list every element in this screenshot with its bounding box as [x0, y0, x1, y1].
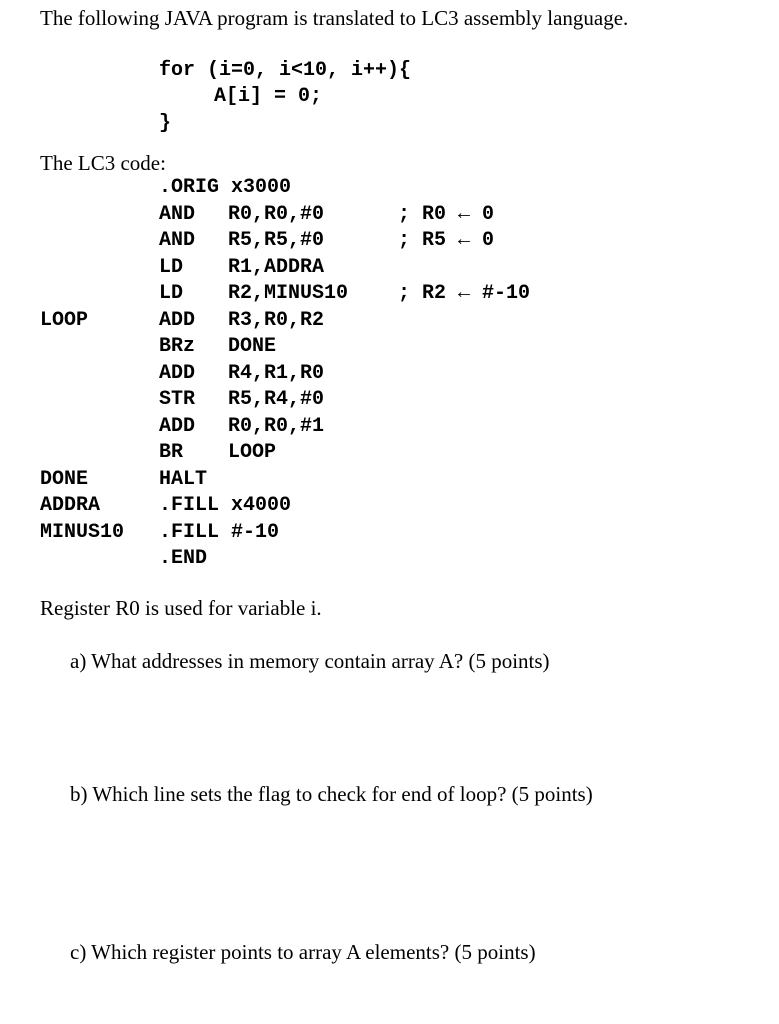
code-opcode: HALT — [159, 467, 208, 491]
java-line-1: for (i=0, i<10, i++){ — [159, 59, 412, 82]
question-c: c) Which register points to array A elements? (5 points) — [70, 940, 536, 964]
code-opcode: BR — [159, 441, 184, 464]
code-operands: R5,R5,#0 — [228, 229, 325, 252]
code-opcode: BRz — [159, 335, 196, 358]
code-opcode: ADD — [159, 414, 196, 438]
code-opcode: .ORIG x3000 — [159, 176, 292, 199]
code-operands: LOOP — [228, 441, 277, 464]
code-operands: R1,ADDRA — [228, 255, 325, 279]
code-operands: R5,R4,#0 — [228, 388, 325, 411]
code-opcode: ADD — [159, 361, 196, 385]
code-label: LOOP — [40, 308, 89, 332]
code-comment: ; R0 ← 0 — [398, 202, 495, 226]
java-line-2: A[i] = 0; — [214, 85, 323, 108]
code-operands: R3,R0,R2 — [228, 308, 325, 332]
question-b: b) Which line sets the flag to check for end of loop? (5 points) — [70, 782, 593, 806]
code-opcode: .FILL #-10 — [159, 520, 280, 544]
code-label: ADDRA — [40, 494, 101, 517]
lc3-heading: The LC3 code: — [40, 151, 166, 175]
java-line-3: } — [159, 112, 172, 135]
intro-text: The following JAVA program is translated to LC3 assembly language. — [40, 6, 629, 30]
code-label: DONE — [40, 467, 89, 491]
code-operands: DONE — [228, 335, 277, 358]
code-comment: ; R5 ← 0 — [398, 229, 495, 252]
code-opcode: .FILL x4000 — [159, 494, 292, 517]
register-note: Register R0 is used for variable i. — [40, 596, 322, 620]
code-operands: R0,R0,#1 — [228, 414, 325, 438]
question-a: a) What addresses in memory contain array A? (5 points) — [70, 649, 550, 673]
code-opcode: AND — [159, 202, 196, 226]
code-opcode: .END — [159, 547, 208, 570]
code-operands: R4,R1,R0 — [228, 361, 325, 385]
code-comment: ; R2 ← #-10 — [398, 282, 531, 305]
code-opcode: LD — [159, 282, 184, 305]
code-label: MINUS10 — [40, 520, 125, 544]
code-opcode: AND — [159, 229, 196, 252]
code-operands: R2,MINUS10 — [228, 282, 349, 305]
code-operands: R0,R0,#0 — [228, 202, 325, 226]
code-opcode: STR — [159, 388, 196, 411]
code-opcode: LD — [159, 255, 184, 279]
code-opcode: ADD — [159, 308, 196, 332]
